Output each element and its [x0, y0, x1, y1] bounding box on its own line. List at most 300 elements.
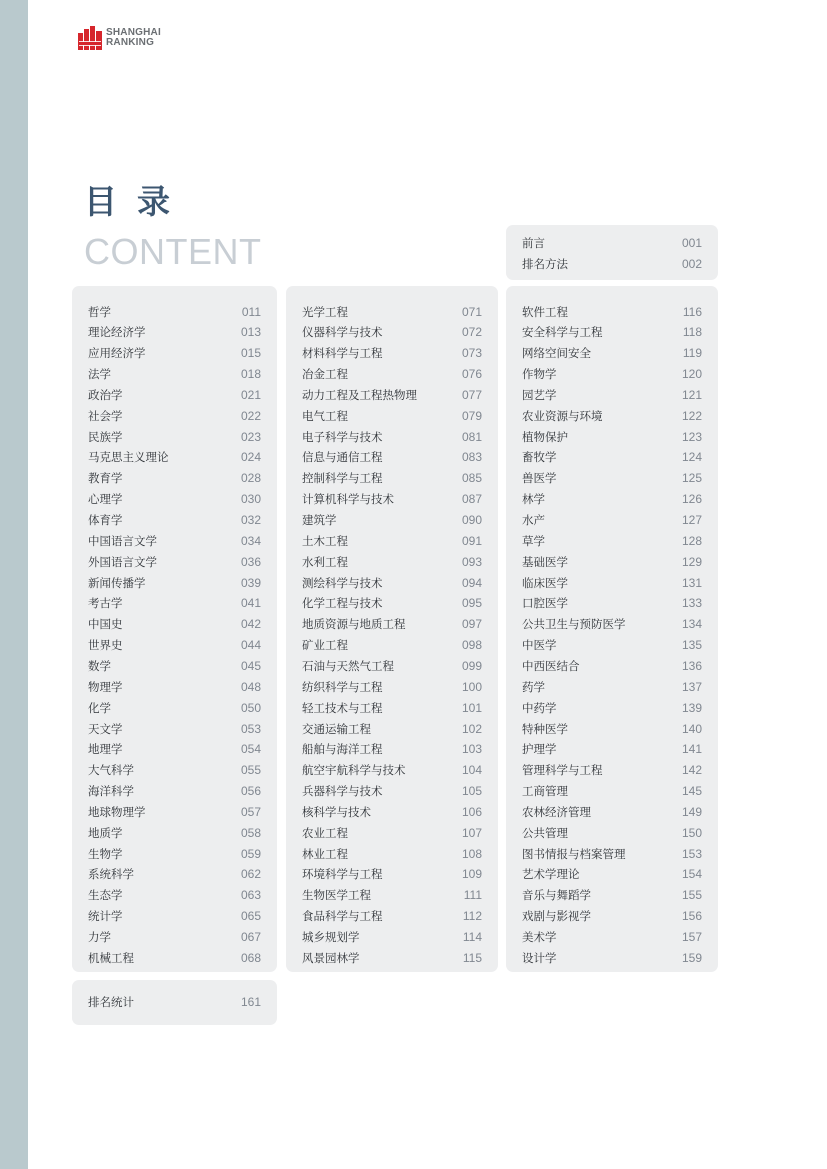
toc-entry[interactable]: [522, 655, 702, 676]
toc-entry-page: 122: [681, 408, 702, 423]
side-bar-stripe: [0, 0, 28, 1169]
toc-entry-label: 临床医学: [522, 575, 568, 590]
toc-entry[interactable]: [88, 593, 261, 614]
toc-entry-page: 115: [462, 950, 482, 965]
toc-entry-label: 前言: [522, 235, 545, 250]
toc-entry-page: 032: [240, 513, 261, 527]
toc-column-2: [286, 286, 498, 972]
toc-entry-page: 116: [682, 304, 702, 319]
toc-entry-label: 外国语言文学: [88, 554, 157, 569]
toc-entry-label: 仪器科学与技术: [302, 325, 383, 340]
toc-entry[interactable]: [302, 635, 482, 656]
toc-entry-page: 062: [240, 867, 261, 882]
toc-entry[interactable]: [88, 426, 261, 447]
toc-entry[interactable]: [522, 614, 702, 635]
toc-entry-label: 物理学: [88, 679, 123, 694]
toc-entry[interactable]: [88, 655, 261, 676]
toc-entry-page: 114: [462, 930, 482, 944]
toc-entry-label: 核科学与技术: [302, 804, 371, 819]
toc-entry[interactable]: [88, 447, 261, 468]
toc-entry-label: 音乐与舞蹈学: [522, 888, 591, 903]
toc-entry-label: 中医学: [522, 638, 557, 653]
toc-entry[interactable]: [302, 739, 482, 760]
toc-entry[interactable]: [88, 676, 261, 697]
toc-entry-page: 119: [682, 346, 702, 361]
toc-entry-label: 口腔医学: [522, 596, 568, 611]
toc-entry[interactable]: [302, 864, 482, 885]
toc-entry-label: 农业工程: [302, 825, 348, 840]
toc-entry[interactable]: [522, 947, 702, 968]
toc-entry[interactable]: [88, 947, 261, 968]
toc-entry[interactable]: [88, 405, 261, 426]
toc-entry-page: 124: [681, 450, 702, 465]
toc-entry[interactable]: [522, 635, 702, 656]
toc-entry-page: 102: [461, 721, 482, 736]
toc-entry-page: 104: [461, 763, 482, 778]
toc-entry-page: 044: [240, 638, 261, 653]
toc-entry[interactable]: [302, 614, 482, 635]
toc-entry[interactable]: [302, 801, 482, 822]
toc-entry[interactable]: [88, 697, 261, 718]
toc-entry-page: 030: [240, 492, 261, 507]
toc-entry[interactable]: [302, 426, 482, 447]
toc-entry[interactable]: [302, 885, 482, 906]
toc-entry-page: 079: [461, 408, 482, 423]
toc-entry-label: 草学: [522, 533, 545, 548]
toc-entry-page: 021: [240, 387, 261, 402]
toc-entry[interactable]: [88, 991, 261, 1012]
toc-entry-page: 002: [681, 257, 702, 271]
toc-entry[interactable]: [522, 697, 702, 718]
toc-entry[interactable]: [522, 781, 702, 802]
toc-entry-page: 149: [681, 804, 702, 819]
toc-entry[interactable]: [522, 822, 702, 843]
toc-entry-label: 地理学: [88, 742, 123, 757]
toc-entry-page: 045: [240, 658, 261, 673]
toc-entry[interactable]: [88, 739, 261, 760]
page-title-en: CONTENT: [84, 231, 262, 272]
toc-entry-page: 090: [461, 513, 482, 527]
toc-entry-page: 141: [681, 742, 702, 757]
toc-entry-label: 电气工程: [302, 408, 348, 423]
toc-entry-label: 测绘科学与技术: [302, 575, 383, 590]
stats-panel: [72, 980, 277, 1025]
logo-mark-icon: [78, 26, 102, 50]
toc-entry-page: 050: [240, 700, 261, 715]
toc-entry[interactable]: [88, 322, 261, 343]
toc-entry-page: 095: [461, 596, 482, 611]
toc-entry-label: 计算机科学与技术: [302, 492, 394, 507]
logo-line-1: SHANGHAI: [106, 27, 161, 38]
toc-entry-label: 系统科学: [88, 867, 134, 882]
toc-entry[interactable]: [522, 927, 702, 948]
toc-entry-label: 畜牧学: [522, 450, 557, 465]
toc-entry-label: 地球物理学: [88, 804, 146, 819]
toc-entry-label: 林业工程: [302, 846, 348, 861]
toc-entry[interactable]: [522, 254, 702, 275]
toc-entry-page: 133: [681, 596, 702, 611]
toc-entry-page: 108: [461, 846, 482, 861]
toc-entry-page: 128: [681, 533, 702, 548]
toc-entry[interactable]: [522, 843, 702, 864]
toc-entry[interactable]: [522, 572, 702, 593]
toc-entry[interactable]: [302, 593, 482, 614]
toc-entry[interactable]: [302, 947, 482, 968]
toc-entry-label: 马克思主义理论: [88, 450, 169, 465]
toc-entry-page: 042: [240, 617, 261, 632]
toc-entry-label: 网络空间安全: [522, 346, 591, 361]
toc-entry-label: 基础医学: [522, 554, 568, 569]
toc-entry[interactable]: [522, 885, 702, 906]
page-title-cn: 目录: [84, 182, 190, 221]
toc-entry-page: 039: [240, 575, 261, 590]
toc-entry[interactable]: [302, 906, 482, 927]
toc-entry-page: 159: [681, 950, 702, 965]
toc-entry-label: 信息与通信工程: [302, 450, 383, 465]
toc-entry[interactable]: [88, 343, 261, 364]
toc-entry[interactable]: [302, 468, 482, 489]
toc-entry-page: 028: [240, 471, 261, 486]
toc-entry-label: 理论经济学: [88, 325, 146, 340]
toc-entry-label: 统计学: [88, 909, 123, 924]
toc-entry-page: 022: [240, 408, 261, 423]
toc-entry-page: 142: [681, 763, 702, 778]
toc-entry[interactable]: [302, 697, 482, 718]
toc-entry-page: 013: [240, 325, 261, 340]
toc-entry-label: 考古学: [88, 596, 123, 611]
toc-entry-page: 072: [461, 325, 482, 340]
toc-entry-page: 065: [240, 909, 261, 924]
toc-entry[interactable]: [302, 655, 482, 676]
toc-entry[interactable]: [522, 384, 702, 405]
toc-entry-label: 水利工程: [302, 554, 348, 569]
toc-entry-page: 125: [681, 471, 702, 486]
toc-entry[interactable]: [88, 822, 261, 843]
toc-entry-page: 067: [240, 930, 261, 944]
toc-entry[interactable]: [302, 301, 482, 322]
toc-entry-page: 127: [681, 513, 702, 527]
toc-entry-label: 风景园林学: [302, 950, 360, 965]
toc-entry[interactable]: [88, 760, 261, 781]
toc-entry-page: 099: [461, 658, 482, 673]
toc-entry-label: 世界史: [88, 638, 123, 653]
toc-entry-label: 管理科学与工程: [522, 763, 603, 778]
toc-entry-label: 轻工技术与工程: [302, 700, 383, 715]
toc-entry-page: 135: [681, 638, 702, 653]
toc-entry[interactable]: [88, 885, 261, 906]
toc-entry[interactable]: [522, 468, 702, 489]
toc-entry-label: 石油与天然气工程: [302, 658, 394, 673]
toc-entry-label: 电子科学与技术: [302, 429, 383, 444]
toc-entry-label: 化学: [88, 700, 111, 715]
toc-entry-page: 137: [681, 679, 702, 694]
toc-entry-label: 交通运输工程: [302, 721, 371, 736]
toc-entry-page: 024: [240, 450, 261, 465]
toc-entry-page: 073: [461, 346, 482, 361]
toc-entry-label: 公共管理: [522, 825, 568, 840]
toc-entry-label: 农业资源与环境: [522, 408, 603, 423]
toc-entry-label: 药学: [522, 679, 545, 694]
toc-entry-page: 094: [461, 575, 482, 590]
toc-entry-page: 106: [461, 804, 482, 819]
toc-entry-page: 023: [240, 429, 261, 444]
toc-entry-label: 排名统计: [88, 994, 134, 1009]
toc-entry-page: 058: [240, 825, 261, 840]
toc-entry-label: 纺织科学与工程: [302, 679, 383, 694]
toc-entry[interactable]: [88, 864, 261, 885]
toc-entry-label: 兽医学: [522, 471, 557, 486]
toc-entry-label: 环境科学与工程: [302, 867, 383, 882]
toc-entry[interactable]: [88, 489, 261, 510]
toc-entry-page: 001: [681, 235, 702, 250]
toc-entry[interactable]: [522, 718, 702, 739]
toc-entry-label: 矿业工程: [302, 638, 348, 653]
toc-entry[interactable]: [88, 801, 261, 822]
toc-entry-label: 心理学: [88, 492, 123, 507]
toc-entry-page: 126: [681, 492, 702, 507]
toc-entry-page: 134: [681, 617, 702, 632]
toc-entry[interactable]: [88, 468, 261, 489]
toc-entry-label: 软件工程: [522, 304, 568, 319]
toc-entry-label: 作物学: [522, 367, 557, 382]
logo-line-2: RANKING: [106, 37, 155, 48]
intro-panel: [506, 225, 718, 280]
toc-entry-page: 093: [461, 554, 482, 569]
toc-entry-page: 056: [240, 784, 261, 799]
toc-entry-page: 155: [681, 888, 702, 903]
toc-entry-label: 公共卫生与预防医学: [522, 617, 626, 632]
shanghai-ranking-logo: [78, 26, 161, 50]
toc-entry-page: 085: [461, 471, 482, 486]
toc-entry[interactable]: [302, 551, 482, 572]
toc-entry-page: 109: [461, 867, 482, 882]
toc-entry-page: 105: [461, 784, 482, 799]
toc-entry-label: 林学: [522, 492, 545, 507]
toc-entry-label: 兵器科学与技术: [302, 784, 383, 799]
toc-entry-label: 材料科学与工程: [302, 346, 383, 361]
toc-entry-label: 航空宇航科学与技术: [302, 763, 406, 778]
toc-entry[interactable]: [522, 593, 702, 614]
toc-entry-page: 154: [681, 867, 702, 882]
toc-entry[interactable]: [88, 927, 261, 948]
toc-entry-label: 控制科学与工程: [302, 471, 383, 486]
toc-entry[interactable]: [88, 614, 261, 635]
toc-entry[interactable]: [302, 364, 482, 385]
toc-entry-page: 120: [681, 367, 702, 382]
toc-entry[interactable]: [522, 489, 702, 510]
toc-entry-page: 054: [240, 742, 261, 757]
toc-entry-page: 055: [240, 763, 261, 778]
toc-entry-page: 139: [681, 700, 702, 715]
toc-entry[interactable]: [522, 530, 702, 551]
toc-entry[interactable]: [302, 781, 482, 802]
toc-entry-page: 081: [461, 429, 482, 444]
toc-entry-page: 161: [240, 994, 261, 1009]
toc-entry-label: 艺术学理论: [522, 867, 580, 882]
toc-entry-label: 护理学: [522, 742, 557, 757]
toc-entry[interactable]: [302, 676, 482, 697]
toc-entry-page: 100: [461, 679, 482, 694]
toc-entry-label: 法学: [88, 367, 111, 382]
toc-entry[interactable]: [302, 572, 482, 593]
toc-entry[interactable]: [302, 718, 482, 739]
toc-entry-page: 112: [462, 909, 482, 924]
toc-entry[interactable]: [88, 364, 261, 385]
toc-entry-label: 安全科学与工程: [522, 325, 603, 340]
toc-entry-page: 048: [240, 679, 261, 694]
toc-entry[interactable]: [302, 447, 482, 468]
toc-entry-page: 131: [681, 575, 702, 590]
toc-entry[interactable]: [88, 301, 261, 322]
toc-entry-label: 体育学: [88, 513, 123, 527]
toc-entry[interactable]: [302, 343, 482, 364]
toc-entry-label: 农林经济管理: [522, 804, 591, 819]
toc-entry-page: 145: [681, 784, 702, 799]
toc-entry-label: 排名方法: [522, 257, 568, 271]
toc-entry[interactable]: [302, 489, 482, 510]
toc-entry[interactable]: [522, 232, 702, 253]
toc-entry[interactable]: [522, 405, 702, 426]
toc-entry-label: 图书情报与档案管理: [522, 846, 626, 861]
toc-entry-label: 海洋科学: [88, 784, 134, 799]
toc-entry-label: 生态学: [88, 888, 123, 903]
toc-entry-page: 157: [681, 930, 702, 944]
toc-entry-label: 政治学: [88, 387, 123, 402]
toc-entry[interactable]: [522, 906, 702, 927]
toc-entry[interactable]: [522, 676, 702, 697]
toc-entry-page: 097: [461, 617, 482, 632]
toc-entry[interactable]: [302, 384, 482, 405]
toc-entry[interactable]: [302, 510, 482, 531]
toc-entry-page: 129: [681, 554, 702, 569]
toc-entry-label: 社会学: [88, 408, 123, 423]
toc-entry-page: 015: [240, 346, 261, 361]
toc-entry-label: 中药学: [522, 700, 557, 715]
toc-entry[interactable]: [522, 510, 702, 531]
toc-entry-label: 特种医学: [522, 721, 568, 736]
toc-entry[interactable]: [88, 572, 261, 593]
toc-entry-label: 教育学: [88, 471, 123, 486]
toc-entry[interactable]: [88, 781, 261, 802]
toc-entry-label: 中国语言文学: [88, 533, 157, 548]
toc-entry[interactable]: [302, 405, 482, 426]
toc-entry[interactable]: [302, 322, 482, 343]
toc-column-1: [72, 286, 277, 972]
toc-entry-label: 工商管理: [522, 784, 568, 799]
toc-entry-page: 011: [241, 304, 261, 319]
toc-entry-page: 153: [681, 846, 702, 861]
toc-entry-label: 戏剧与影视学: [522, 909, 591, 924]
toc-entry[interactable]: [88, 510, 261, 531]
toc-entry[interactable]: [88, 843, 261, 864]
toc-entry-page: 087: [461, 492, 482, 507]
toc-entry-label: 设计学: [522, 950, 557, 965]
toc-entry-label: 城乡规划学: [302, 930, 360, 944]
toc-entry[interactable]: [522, 301, 702, 322]
toc-entry-label: 光学工程: [302, 304, 348, 319]
toc-entry-label: 中国史: [88, 617, 123, 632]
toc-entry-page: 076: [461, 367, 482, 382]
toc-entry-page: 091: [461, 533, 482, 548]
toc-entry-page: 121: [681, 387, 702, 402]
toc-entry-page: 018: [240, 367, 261, 382]
toc-entry-label: 新闻传播学: [88, 575, 146, 590]
toc-entry[interactable]: [522, 801, 702, 822]
toc-entry-page: 098: [461, 638, 482, 653]
toc-entry-label: 土木工程: [302, 533, 348, 548]
toc-entry-page: 057: [240, 804, 261, 819]
toc-entry-label: 天文学: [88, 721, 123, 736]
toc-entry[interactable]: [522, 551, 702, 572]
toc-entry[interactable]: [88, 551, 261, 572]
toc-entry-label: 应用经济学: [88, 346, 146, 361]
toc-entry-label: 园艺学: [522, 387, 557, 402]
toc-entry-label: 力学: [88, 930, 111, 944]
toc-entry-page: 041: [240, 596, 261, 611]
toc-entry[interactable]: [302, 760, 482, 781]
toc-entry-label: 动力工程及工程热物理: [302, 387, 417, 402]
toc-entry-page: 063: [240, 888, 261, 903]
toc-entry-page: 083: [461, 450, 482, 465]
toc-column-3: [506, 286, 718, 972]
toc-entry-page: 150: [681, 825, 702, 840]
toc-entry[interactable]: [302, 530, 482, 551]
toc-entry-label: 食品科学与工程: [302, 909, 383, 924]
toc-entry[interactable]: [302, 822, 482, 843]
toc-entry-label: 冶金工程: [302, 367, 348, 382]
toc-entry[interactable]: [88, 718, 261, 739]
toc-entry[interactable]: [522, 343, 702, 364]
toc-entry-page: 101: [461, 700, 482, 715]
toc-entry[interactable]: [88, 635, 261, 656]
toc-entry[interactable]: [522, 426, 702, 447]
toc-entry[interactable]: [522, 760, 702, 781]
toc-entry[interactable]: [522, 322, 702, 343]
toc-entry[interactable]: [522, 739, 702, 760]
toc-entry-label: 生物医学工程: [302, 888, 371, 903]
toc-entry[interactable]: [522, 447, 702, 468]
toc-entry-label: 植物保护: [522, 429, 568, 444]
toc-entry[interactable]: [522, 364, 702, 385]
toc-entry[interactable]: [302, 927, 482, 948]
toc-entry-page: 059: [240, 846, 261, 861]
toc-entry-page: 103: [461, 742, 482, 757]
toc-entry[interactable]: [88, 530, 261, 551]
toc-entry[interactable]: [88, 384, 261, 405]
toc-entry-label: 化学工程与技术: [302, 596, 383, 611]
toc-entry-page: 136: [681, 658, 702, 673]
toc-entry[interactable]: [302, 843, 482, 864]
toc-entry[interactable]: [522, 864, 702, 885]
toc-entry-page: 156: [681, 909, 702, 924]
toc-entry-label: 民族学: [88, 429, 123, 444]
toc-entry-label: 地质资源与地质工程: [302, 617, 406, 632]
toc-entry-label: 水产: [522, 513, 545, 527]
toc-entry-page: 118: [682, 325, 702, 340]
toc-entry-page: 140: [681, 721, 702, 736]
toc-entry-page: 123: [681, 429, 702, 444]
toc-entry-label: 建筑学: [302, 513, 337, 527]
toc-entry-page: 111: [463, 888, 482, 903]
toc-entry-label: 地质学: [88, 825, 123, 840]
toc-entry-label: 哲学: [88, 304, 111, 319]
toc-entry-page: 036: [240, 554, 261, 569]
toc-entry[interactable]: [88, 906, 261, 927]
toc-entry-label: 大气科学: [88, 763, 134, 778]
toc-entry-label: 美术学: [522, 930, 557, 944]
toc-entry-label: 数学: [88, 658, 111, 673]
toc-entry-label: 生物学: [88, 846, 123, 861]
